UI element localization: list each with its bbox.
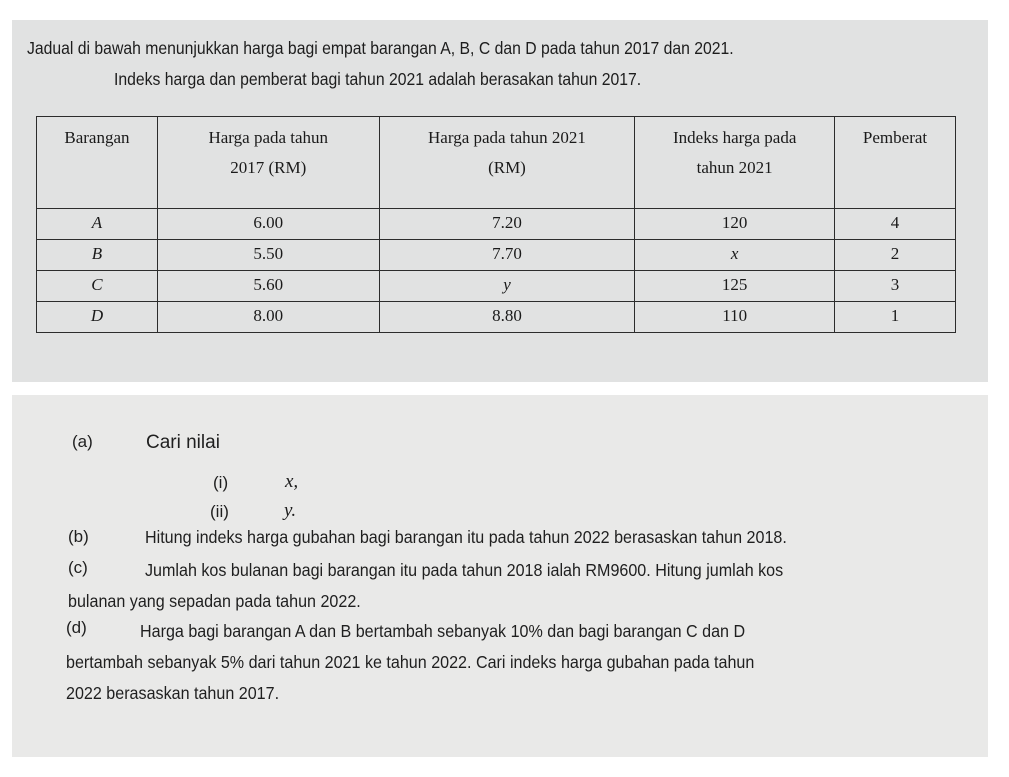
- question-c-label: (c): [68, 558, 88, 577]
- cell-price-2021: y: [379, 271, 635, 302]
- table-row: [37, 271, 956, 302]
- question-b-label: (b): [68, 527, 89, 546]
- cell-weight: 2: [835, 240, 956, 271]
- question-a-ii-text: y.: [284, 500, 297, 521]
- cell-weight: 1: [835, 302, 956, 333]
- intro-line-1: Jadual di bawah menunjukkan harga bagi empat barangan A, B, C dan D pada tahun 2017 dan 2021.: [27, 38, 734, 58]
- header-barangan: Barangan: [37, 117, 158, 209]
- question-d-label: (d): [66, 618, 87, 637]
- cell-index: x: [635, 240, 835, 271]
- question-d-line-1: Harga bagi barangan A dan B bertambah sebanyak 10% dan bagi barangan C dan D: [140, 621, 746, 641]
- cell-price-2017: 8.00: [157, 302, 379, 333]
- table-row: [37, 302, 956, 333]
- header-harga-2021: Harga pada tahun 2021 (RM): [379, 117, 635, 209]
- cell-item: C: [37, 271, 158, 302]
- cell-index: 125: [635, 271, 835, 302]
- cell-item: B: [37, 240, 158, 271]
- question-a-i-text: x,: [285, 471, 299, 492]
- question-d-line-3: 2022 berasaskan tahun 2017.: [66, 683, 280, 703]
- question-a-ii-label: (ii): [210, 502, 229, 521]
- question-a-i-label: (i): [213, 473, 229, 492]
- header-harga-2017: Harga pada tahun 2017 (RM): [157, 117, 379, 209]
- cell-index: 110: [635, 302, 835, 333]
- cell-weight: 3: [835, 271, 956, 302]
- cell-index: 120: [635, 209, 835, 240]
- cell-item: A: [37, 209, 158, 240]
- question-b-text: Hitung indeks harga gubahan bagi barangan itu pada tahun 2022 berasaskan tahun 2018.: [145, 527, 787, 547]
- price-index-table: [36, 116, 956, 333]
- question-d-line-2: bertambah sebanyak 5% dari tahun 2021 ke tahun 2022. Cari indeks harga gubahan pada tahun: [66, 652, 755, 672]
- cell-price-2017: 6.00: [157, 209, 379, 240]
- cell-price-2017: 5.50: [157, 240, 379, 271]
- cell-price-2021: 7.20: [379, 209, 635, 240]
- header-pemberat: Pemberat: [835, 117, 956, 209]
- question-a-label: (a): [72, 432, 93, 451]
- table-row: [37, 240, 956, 271]
- cell-price-2017: 5.60: [157, 271, 379, 302]
- table-row: [37, 209, 956, 240]
- table-header-row: [37, 117, 956, 209]
- question-c-line-2: bulanan yang sepadan pada tahun 2022.: [68, 591, 361, 611]
- cell-weight: 4: [835, 209, 956, 240]
- cell-item: D: [37, 302, 158, 333]
- intro-line-2: Indeks harga dan pemberat bagi tahun 2021 adalah berasakan tahun 2017.: [114, 69, 642, 89]
- cell-price-2021: 8.80: [379, 302, 635, 333]
- cell-price-2021: 7.70: [379, 240, 635, 271]
- question-a-text: Cari nilai: [146, 432, 220, 453]
- header-indeks-harga: Indeks harga pada tahun 2021: [635, 117, 835, 209]
- question-c-line-1: Jumlah kos bulanan bagi barangan itu pada tahun 2018 ialah RM9600. Hitung jumlah kos: [145, 560, 784, 580]
